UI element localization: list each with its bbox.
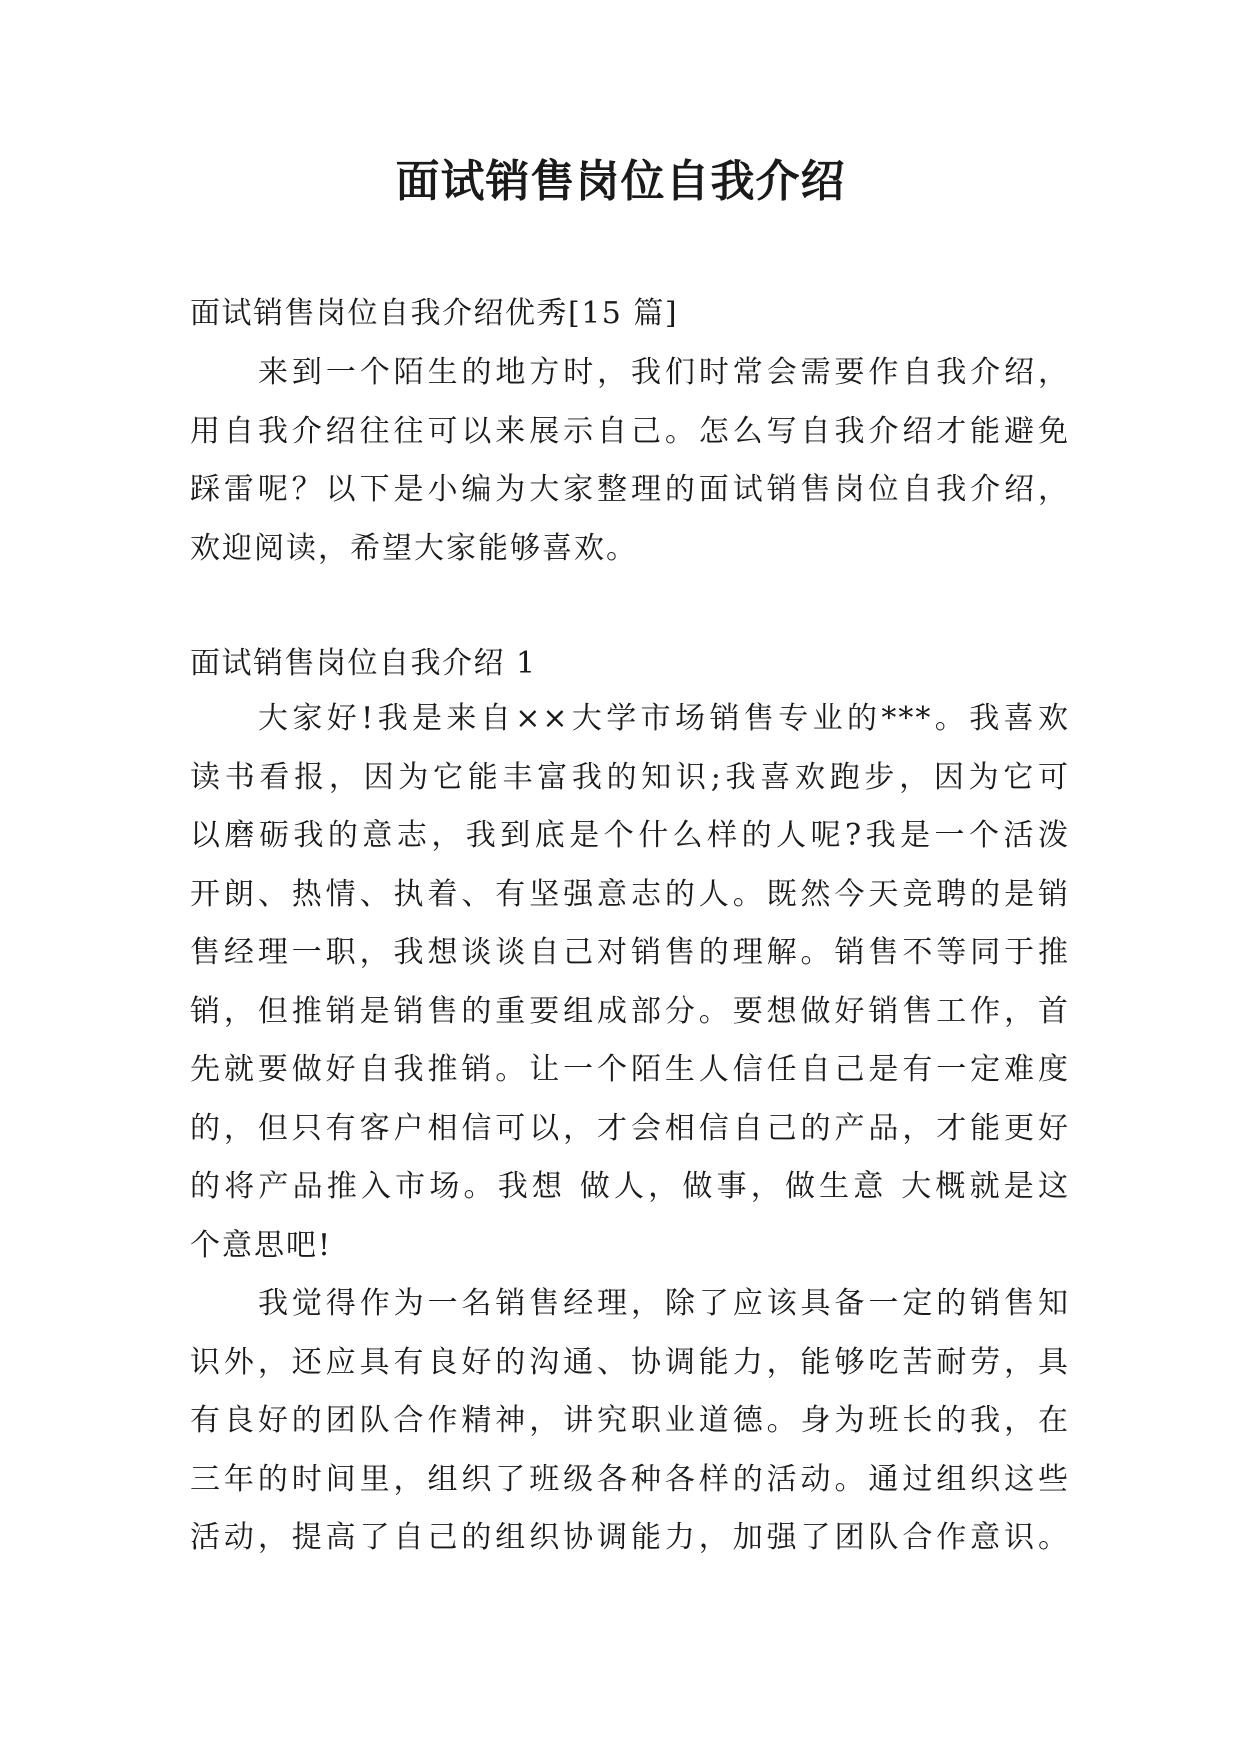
- paragraph-line: 以磨砺我的意志，我到底是个什么样的人呢?我是一个活泼: [190, 818, 1070, 853]
- paragraph-line: 先就要做好自我推销。让一个陌生人信任自己是有一定难度: [190, 1052, 1070, 1087]
- paragraph-line: 识外，还应具有良好的沟通、协调能力，能够吃苦耐劳，具: [190, 1344, 1070, 1380]
- paragraph-line: 的，但只有客户相信可以，才会相信自己的产品，才能更好: [190, 1110, 1070, 1146]
- intro-line: 踩雷呢？以下是小编为大家整理的面试销售岗位自我介绍，: [190, 472, 1070, 507]
- intro-line: 来到一个陌生的地方时，我们时常会需要作自我介绍，: [258, 355, 1070, 390]
- paragraph-line: 开朗、热情、执着、有坚强意志的人。既然今天竞聘的是销: [190, 876, 1070, 912]
- paragraph-line: 有良好的团队合作精神，讲究职业道德。身为班长的我，在: [190, 1403, 1070, 1438]
- paragraph-line: 活动，提高了自己的组织协调能力，加强了团队合作意识。: [190, 1520, 1070, 1555]
- intro-line: 欢迎阅读，希望大家能够喜欢。: [190, 530, 638, 566]
- paragraph-line: 读书看报，因为它能丰富我的知识;我喜欢跑步，因为它可: [190, 759, 1070, 795]
- paragraph-line: 三年的时间里，组织了班级各种各样的活动。通过组织这些: [190, 1461, 1070, 1497]
- intro-paragraph: [190, 344, 1070, 578]
- body-paragraph-2: [190, 1275, 1070, 1568]
- paragraph-line: 售经理一职，我想谈谈自己对销售的理解。销售不等同于推: [190, 935, 1070, 970]
- paragraph-line: 销，但推销是销售的重要组成部分。要想做好销售工作，首: [190, 993, 1070, 1029]
- paragraph-line: 大家好!我是来自××大学市场销售专业的***。我喜欢: [258, 701, 1070, 736]
- body-paragraph-1: [190, 690, 1070, 1275]
- paragraph-line: 的将产品推入市场。我想 做人，做事，做生意 大概就是这: [190, 1169, 1070, 1204]
- section-heading: 面试销售岗位自我介绍 1: [190, 646, 537, 681]
- paragraph-line: 我觉得作为一名销售经理，除了应该具备一定的销售知: [258, 1286, 1070, 1321]
- paragraph-line: 个意思吧!: [190, 1227, 333, 1263]
- document-subtitle: 面试销售岗位自我介绍优秀[15 篇]: [190, 296, 679, 331]
- intro-line: 用自我介绍往往可以来展示自己。怎么写自我介绍才能避免: [190, 413, 1070, 449]
- document-title: 面试销售岗位自我介绍: [395, 156, 846, 207]
